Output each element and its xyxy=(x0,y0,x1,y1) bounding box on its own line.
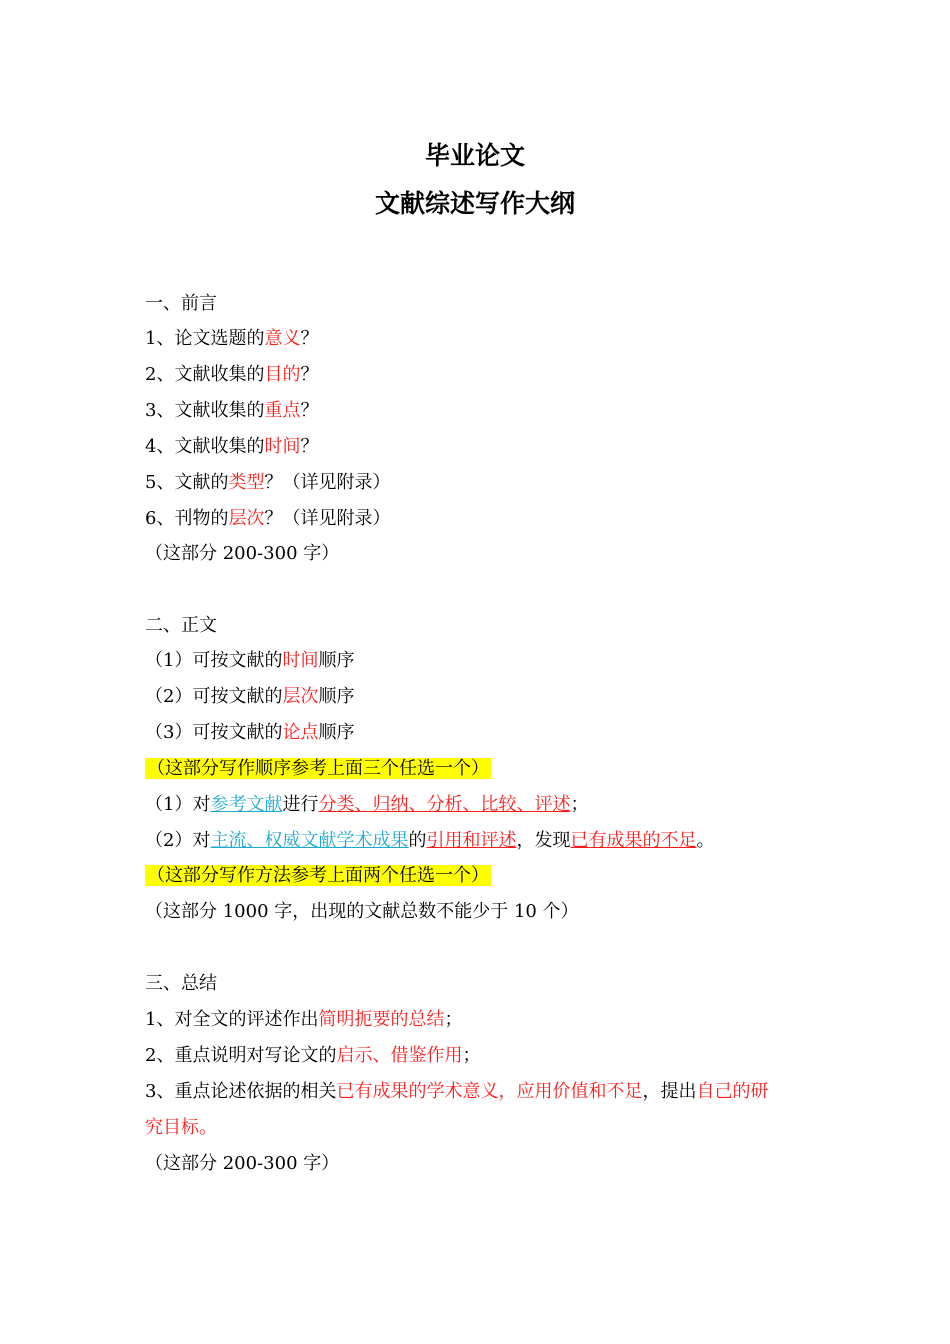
text: 3、文献收集的 xyxy=(145,400,265,421)
preface-item-6 xyxy=(145,507,390,531)
text: 4、文献收集的 xyxy=(145,436,265,457)
preface-item-2 xyxy=(145,363,318,387)
text: 1、论文选题的 xyxy=(145,328,265,349)
text: 顺序 xyxy=(318,650,355,671)
preface-item-5 xyxy=(145,471,390,495)
underlined-emphasis: 已有成果的不足 xyxy=(570,830,697,851)
body-order-2 xyxy=(145,685,354,709)
highlighted-text: （这部分写作方法参考上面两个任选一个） xyxy=(147,865,489,886)
preface-length-note: （这部分 200-300 字） xyxy=(145,543,340,564)
text: ； xyxy=(444,1009,463,1030)
underlined-emphasis: 引用和评述 xyxy=(426,830,517,851)
text: （3）可按文献的 xyxy=(145,722,283,743)
body-method-highlight-note xyxy=(145,864,491,888)
body-method-1 xyxy=(145,793,588,817)
emphasis: 已有成果的学术意义，应用价值和不足 xyxy=(336,1081,643,1102)
text: （2）对 xyxy=(145,830,211,851)
text: ； xyxy=(570,794,589,815)
text: ； xyxy=(462,1045,481,1066)
emphasis: 自己的研 xyxy=(696,1081,769,1102)
body-order-1 xyxy=(145,649,354,673)
text: 2、文献收集的 xyxy=(145,364,265,385)
section-heading-preface: 一、前言 xyxy=(145,293,217,314)
summary-item-2 xyxy=(145,1044,480,1068)
text: （1）可按文献的 xyxy=(145,650,283,671)
emphasis: 简明扼要的总结 xyxy=(318,1009,445,1030)
text: ？ xyxy=(300,436,319,457)
text: 1、对全文的评述作出 xyxy=(145,1009,319,1030)
section-heading-summary: 三、总结 xyxy=(145,973,217,994)
doc-title-line2: 文献综述写作大纲 xyxy=(374,189,575,218)
text: 3、重点论述依据的相关 xyxy=(145,1081,337,1102)
text: （1）对 xyxy=(145,794,211,815)
emphasis: 目的 xyxy=(264,364,301,385)
emphasis: 重点 xyxy=(264,400,301,421)
summary-length-note: （这部分 200-300 字） xyxy=(145,1153,340,1174)
emphasis: 层次 xyxy=(282,686,319,707)
emphasis: 时间 xyxy=(282,650,319,671)
text: 顺序 xyxy=(318,722,355,743)
section-heading-body: 二、正文 xyxy=(145,615,217,636)
emphasis: 意义 xyxy=(264,328,301,349)
text: ，发现 xyxy=(516,830,571,851)
summary-item-3-continued: 究目标。 xyxy=(145,1117,217,1138)
underlined-term: 主流、权威文献学术成果 xyxy=(210,830,409,851)
text: 的 xyxy=(408,830,427,851)
text: （2）可按文献的 xyxy=(145,686,283,707)
text: ？ xyxy=(300,328,319,349)
text: ？（详见附录） xyxy=(264,472,391,493)
doc-title-line1: 毕业论文 xyxy=(424,141,525,170)
preface-item-1 xyxy=(145,327,318,351)
text: 顺序 xyxy=(318,686,355,707)
text: ？（详见附录） xyxy=(264,508,391,529)
body-order-3 xyxy=(145,721,354,745)
text: 2、重点说明对写论文的 xyxy=(145,1045,337,1066)
text: 进行 xyxy=(282,794,319,815)
preface-item-4 xyxy=(145,435,318,459)
emphasis: 层次 xyxy=(228,508,265,529)
emphasis: 时间 xyxy=(264,436,301,457)
text: ？ xyxy=(300,364,319,385)
emphasis: 类型 xyxy=(228,472,265,493)
highlighted-text: （这部分写作顺序参考上面三个任选一个） xyxy=(147,758,489,779)
summary-item-1 xyxy=(145,1008,462,1032)
underlined-term: 参考文献 xyxy=(210,794,283,815)
underlined-emphasis: 分类、归纳、分析、比较、评述 xyxy=(318,794,571,815)
body-method-2 xyxy=(145,829,714,853)
summary-item-3 xyxy=(145,1080,768,1104)
emphasis: 启示、借鉴作用 xyxy=(336,1045,463,1066)
body-length-note: （这部分 1000 字，出现的文献总数不能少于 10 个） xyxy=(145,901,579,922)
text: 。 xyxy=(696,830,715,851)
text: 5、文献的 xyxy=(145,472,229,493)
text: ？ xyxy=(300,400,319,421)
text: ，提出 xyxy=(642,1081,697,1102)
text: 6、刊物的 xyxy=(145,508,229,529)
preface-item-3 xyxy=(145,399,318,423)
body-order-highlight-note xyxy=(145,757,491,781)
emphasis: 论点 xyxy=(282,722,319,743)
